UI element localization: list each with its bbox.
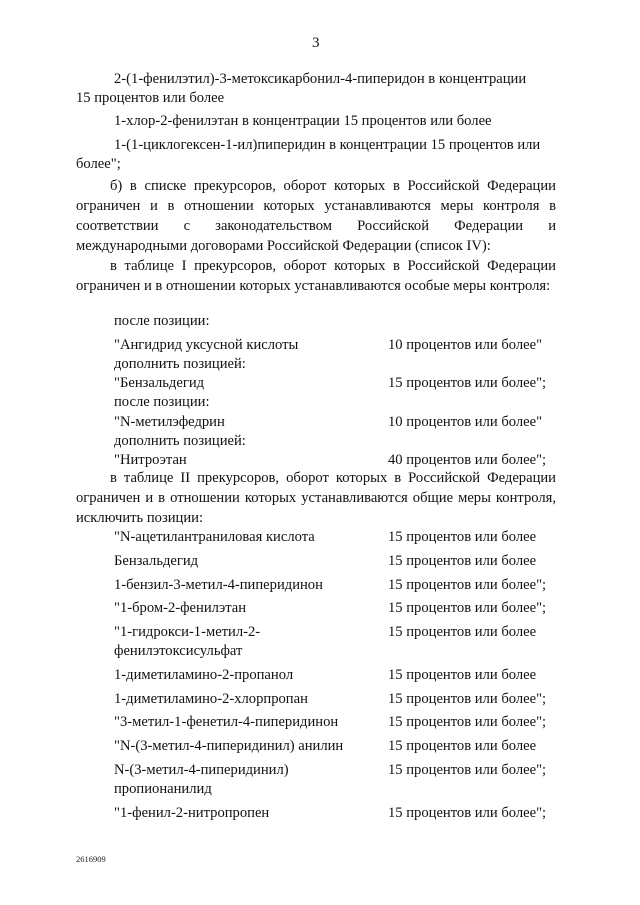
- table1-row-3-value: 15 процентов или более";: [388, 375, 547, 391]
- table2-row-10-name-cont: пропионанилид: [114, 781, 212, 797]
- para-5-text: в таблице I прекурсоров, оборот которых в Российской Федерации ограничен и в отношении которых устанавливаются особые меры контроля:: [76, 258, 556, 294]
- table1-row-1-name: "Ангидрид уксусной кислоты: [114, 337, 299, 353]
- table2-row-9-value: 15 процентов или более: [388, 738, 537, 754]
- table2-row-8-name: "3-метил-1-фенетил-4-пиперидинон: [114, 714, 339, 730]
- document-number: 2616909: [76, 854, 106, 864]
- table2-row-5-name-cont: фенилэтоксисульфат: [114, 643, 243, 659]
- para-3-line-2: более";: [76, 156, 121, 172]
- table2-row-2-value: 15 процентов или более: [388, 553, 537, 569]
- table2-row-6-value: 15 процентов или более: [388, 667, 537, 683]
- para-7-text: в таблице II прекурсоров, оборот которых в Российской Федерации ограничен и в отношении которых устанавливаются общие меры контроля, исключить позиции:: [76, 470, 556, 526]
- table2-row-1-value: 15 процентов или более: [388, 529, 537, 545]
- table2-row-8-value: 15 процентов или более";: [388, 714, 547, 730]
- table1-row-2-name: дополнить позицией:: [114, 356, 246, 372]
- para-2: 1-хлор-2-фенилэтан в концентрации 15 процентов или более: [114, 113, 492, 129]
- table2-row-5-value: 15 процентов или более: [388, 624, 537, 640]
- table2-row-3-name: 1-бензил-3-метил-4-пиперидинон: [114, 577, 323, 593]
- table2-row-2-name: Бензальдегид: [114, 553, 199, 569]
- para-1-line-2: 15 процентов или более: [76, 90, 225, 106]
- table1-row-6-name: дополнить позицией:: [114, 433, 246, 449]
- table2-row-10-value: 15 процентов или более";: [388, 762, 547, 778]
- table1-row-5-value: 10 процентов или более": [388, 414, 543, 430]
- table2-row-4-value: 15 процентов или более";: [388, 600, 547, 616]
- table2-row-7-value: 15 процентов или более";: [388, 691, 547, 707]
- table2-row-7-name: 1-диметиламино-2-хлорпропан: [114, 691, 308, 707]
- para-4-text: б) в списке прекурсоров, оборот которых в Российской Федерации ограничен и в отношении которых устанавливаются меры контроля в соответствии с законодательством Российской Федерации и международными договорами Российской Федерации (список IV):: [76, 178, 556, 254]
- page-number: 3: [312, 35, 320, 51]
- table1-row-4-name: после позиции:: [114, 394, 210, 410]
- table2-row-6-name: 1-диметиламино-2-пропанол: [114, 667, 294, 683]
- table1-row-7-name: "Нитроэтан: [114, 452, 187, 468]
- table2-row-10-name: N-(3-метил-4-пиперидинил): [114, 762, 289, 778]
- table2-row-5-name: "1-гидрокси-1-метил-2-: [114, 624, 261, 640]
- para-4: [76, 176, 556, 256]
- table2-row-1-name: "N-ацетилантраниловая кислота: [114, 529, 315, 545]
- table2-row-11-value: 15 процентов или более";: [388, 805, 547, 821]
- para-6: после позиции:: [114, 313, 210, 329]
- table1-row-1-value: 10 процентов или более": [388, 337, 543, 353]
- table1-row-7-value: 40 процентов или более";: [388, 452, 547, 468]
- para-3-line-1: 1-(1-циклогексен-1-ил)пиперидин в концентрации 15 процентов или: [114, 137, 541, 153]
- table2-row-11-name: "1-фенил-2-нитропропен: [114, 805, 270, 821]
- table2-row-4-name: "1-бром-2-фенилэтан: [114, 600, 247, 616]
- table1-row-5-name: "N-метилэфедрин: [114, 414, 225, 430]
- table2-row-9-name: "N-(3-метил-4-пиперидинил) анилин: [114, 738, 344, 754]
- para-7: [76, 468, 556, 528]
- para-5: [76, 256, 556, 296]
- table2-row-3-value: 15 процентов или более";: [388, 577, 547, 593]
- table1-row-3-name: "Бензальдегид: [114, 375, 205, 391]
- para-1-line-1: 2-(1-фенилэтил)-3-метоксикарбонил-4-пиперидон в концентрации: [114, 71, 527, 87]
